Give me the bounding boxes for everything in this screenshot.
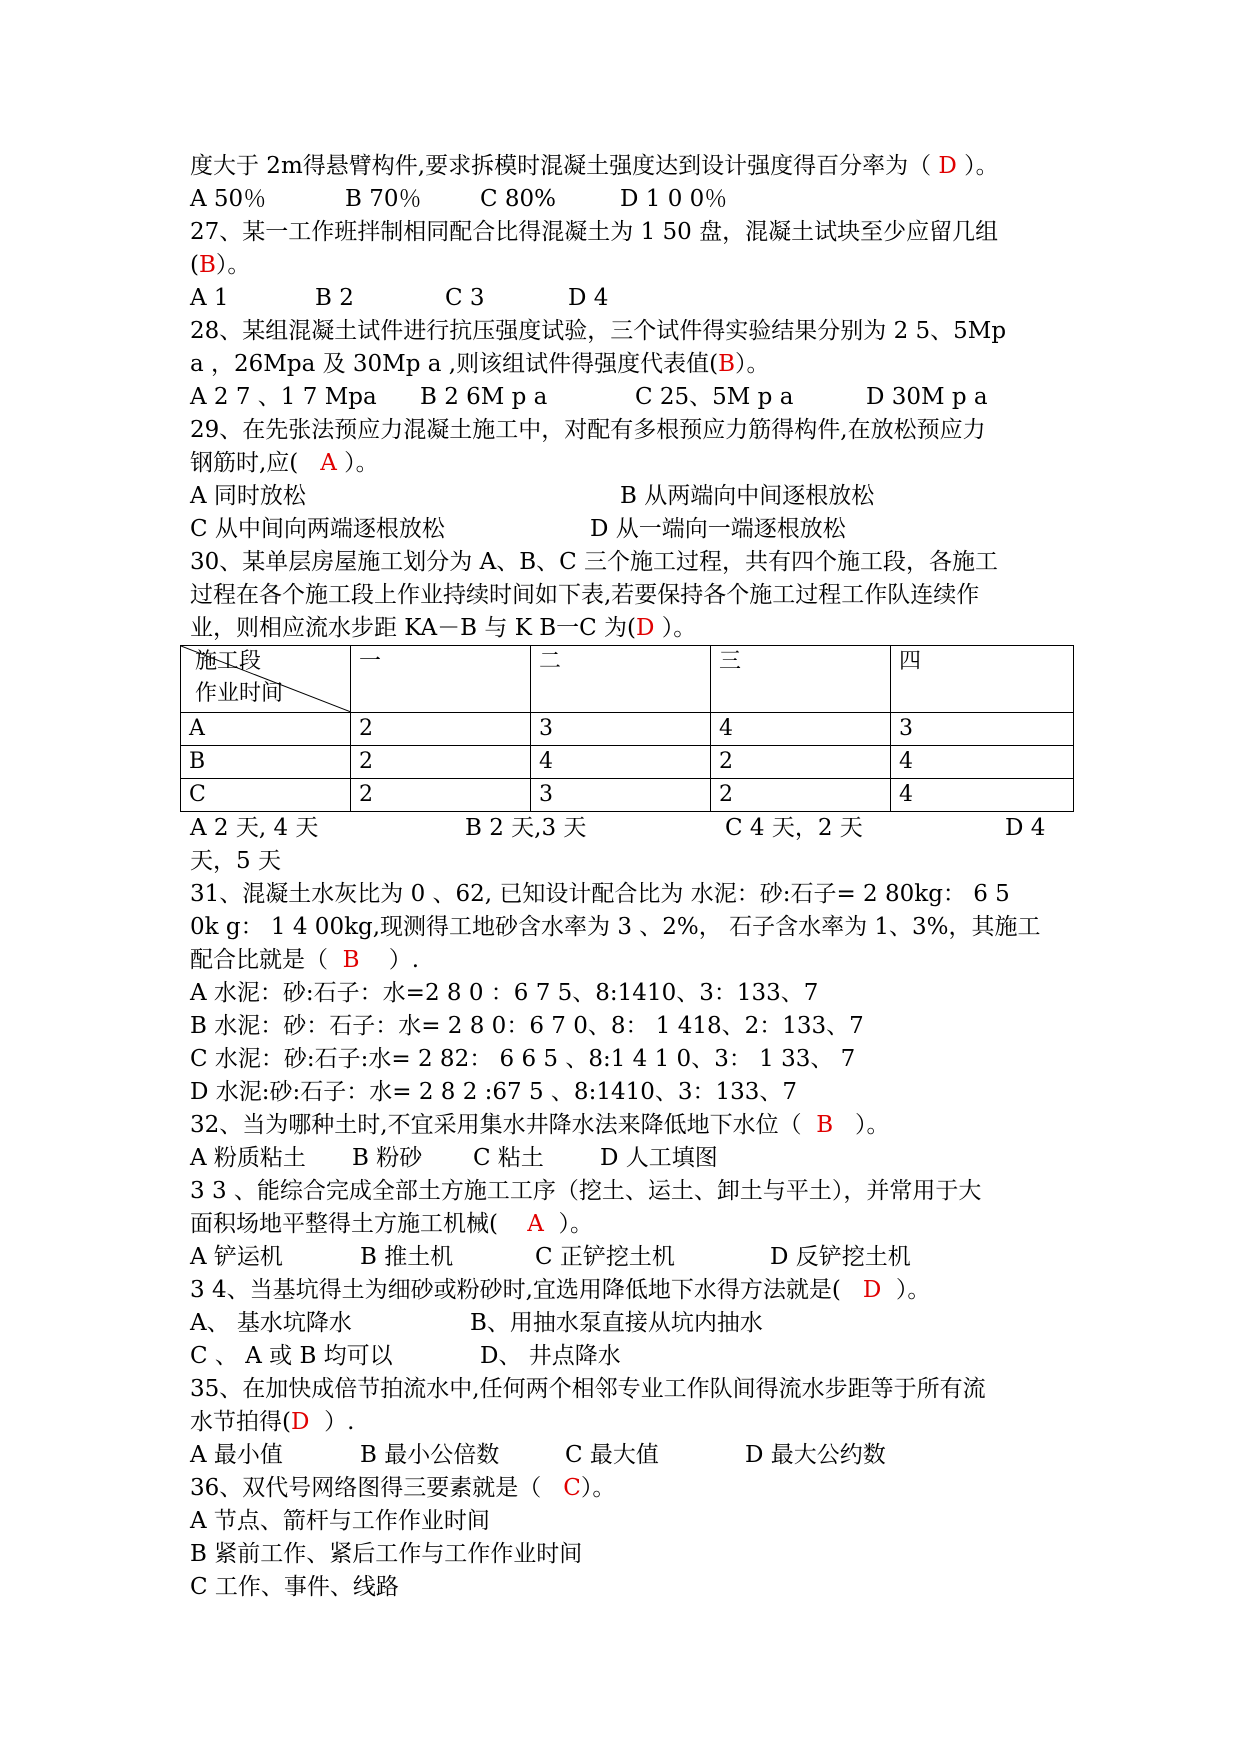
question-31-stem-cont: 0k g： 1 4 00kg,现测得工地砂含水率为 3 、2%， 石子含水率为 1、3%，其施工 <box>190 914 1041 940</box>
question-31-stem: 31、混凝土水灰比为 0 、62, 已知设计配合比为 水泥：砂:石子= 2 80kg： 6 5 <box>190 881 1010 907</box>
table-cell: 4 <box>711 713 891 746</box>
question-35-options <box>190 1439 1070 1472</box>
option-d: D、 井点降水 <box>480 1343 621 1369</box>
option-b: B 紧前工作、紧后工作与工作作业时间 <box>190 1541 583 1567</box>
option-a: A 铲运机 <box>190 1244 283 1270</box>
option-d: D 4 <box>1005 815 1046 841</box>
option-c: C 3 <box>445 285 485 311</box>
table-cell: 2 <box>351 779 531 812</box>
column-header: 三 <box>711 646 891 713</box>
question-26-stem: 度大于 2m得悬臂构件,要求拆模时混凝土强度达到设计强度得百分率为（ D ）。 <box>190 153 999 179</box>
question-34-options-row2 <box>190 1340 1070 1373</box>
table-row <box>181 746 1074 779</box>
answer-mark: B <box>198 252 216 278</box>
question-27-stem-cont: (B）。 <box>190 252 251 278</box>
option-b: B 从两端向中间逐根放松 <box>620 483 875 509</box>
answer-mark: D <box>290 1409 310 1435</box>
option-a: A、 基水坑降水 <box>190 1310 352 1336</box>
table-header-row <box>181 646 1074 713</box>
question-36-stem: 36、双代号网络图得三要素就是（ C）。 <box>190 1475 616 1501</box>
option-b: B、用抽水泵直接从坑内抽水 <box>470 1310 763 1336</box>
question-30-stem-cont2: 业，则相应流水步距 KA－B 与 K B一C 为(D ）。 <box>190 615 697 641</box>
option-d: D 人工填图 <box>600 1145 718 1171</box>
table-cell: 2 <box>351 746 531 779</box>
question-page <box>190 150 1070 1604</box>
option-d: D 4 <box>568 285 609 311</box>
table-cell: 2 <box>711 746 891 779</box>
option-a: A 粉质粘土 <box>190 1145 306 1171</box>
column-header: 一 <box>351 646 531 713</box>
table-row <box>181 713 1074 746</box>
question-32-stem: 32、当为哪种土时,不宜采用集水井降水法来降低地下水位（ B ）。 <box>190 1112 890 1138</box>
column-header: 二 <box>531 646 711 713</box>
answer-mark: B <box>816 1112 834 1138</box>
option-d: D 最大公约数 <box>745 1442 886 1468</box>
table-cell: 4 <box>891 779 1074 812</box>
question-32-options <box>190 1142 1070 1175</box>
option-c: C 80% <box>480 186 557 212</box>
option-c: C 25、5M p a <box>635 384 794 410</box>
option-c: C 水泥：砂:石子:水= 2 82： 6 6 5 、8:1 4 1 0、3： 1 33、 7 <box>190 1046 856 1072</box>
option-b: B 2 6M p a <box>420 384 548 410</box>
option-b: B 70％ <box>345 186 422 212</box>
answer-mark: B <box>718 351 735 377</box>
option-b: B 2 <box>315 285 354 311</box>
table-cell: 4 <box>531 746 711 779</box>
option-a: A 2 天, 4 天 <box>190 815 319 841</box>
table-cell: 2 <box>711 779 891 812</box>
question-30-stem-cont: 过程在各个施工段上作业持续时间如下表,若要保持各个施工过程工作队连续作 <box>190 582 980 608</box>
table-cell: 4 <box>891 746 1074 779</box>
question-29-options-row1 <box>190 480 1070 513</box>
question-28-stem-cont: a ，26Mpa 及 30Mp a ,则该组试件得强度代表值(B）。 <box>190 351 770 377</box>
option-a: A 同时放松 <box>190 483 306 509</box>
table-row <box>181 779 1074 812</box>
question-27-options <box>190 282 1070 315</box>
option-a: A 50％ <box>190 186 267 212</box>
question-29-stem-cont: 钢筋时,应( A ）。 <box>190 450 379 476</box>
option-b: B 水泥：砂：石子：水= 2 8 0：6 7 0、8： 1 418、2：133、7 <box>190 1013 864 1039</box>
option-c: C 、 A 或 B 均可以 <box>190 1343 393 1369</box>
question-34-stem: 3 4、当基坑得土为细砂或粉砂时,宜选用降低地下水得方法就是( D ）。 <box>190 1277 931 1303</box>
answer-mark: D <box>862 1277 882 1303</box>
option-d: D 1 0 0％ <box>620 186 728 212</box>
question-30-options <box>190 812 1070 845</box>
row-label: A <box>181 713 351 746</box>
question-30-stem: 30、某单层房屋施工划分为 A、B、C 三个施工过程，共有四个施工段，各施工 <box>190 549 998 575</box>
column-header: 四 <box>891 646 1074 713</box>
question-27-stem: 27、某一工作班拌制相同配合比得混凝土为 1 50 盘，混凝土试块至少应留几组 <box>190 219 999 245</box>
question-33-stem: 3 3 、能综合完成全部土方施工工序（挖土、运土、卸土与平土），并常用于大 <box>190 1178 982 1204</box>
answer-mark: C <box>563 1475 581 1501</box>
question-28-stem: 28、某组混凝土试件进行抗压强度试验，三个试件得实验结果分别为 2 5、5Mp <box>190 318 1007 344</box>
table-cell: 3 <box>531 779 711 812</box>
option-d: D 水泥:砂:石子：水= 2 8 2 :67 5 、8:1410、3：133、7 <box>190 1079 798 1105</box>
option-a: A 最小值 <box>190 1442 283 1468</box>
option-c: C 工作、事件、线路 <box>190 1574 399 1600</box>
question-34-options-row1 <box>190 1307 1070 1340</box>
question-26-options <box>190 183 1070 216</box>
option-b: B 粉砂 <box>352 1145 423 1171</box>
question-33-options <box>190 1241 1070 1274</box>
option-c: C 粘土 <box>473 1145 544 1171</box>
corner-label-top: 施工段 <box>195 649 262 674</box>
option-a: A 1 <box>190 285 229 311</box>
option-b: B 推土机 <box>360 1244 454 1270</box>
question-35-stem: 35、在加快成倍节拍流水中,任何两个相邻专业工作队间得流水步距等于所有流 <box>190 1376 986 1402</box>
answer-mark: A <box>320 450 337 476</box>
table-cell: 3 <box>891 713 1074 746</box>
answer-mark: D <box>938 153 957 179</box>
row-label: C <box>181 779 351 812</box>
corner-label-bottom: 作业时间 <box>195 681 284 706</box>
answer-mark: D <box>635 615 655 641</box>
row-label: B <box>181 746 351 779</box>
question-29-stem: 29、在先张法预应力混凝土施工中，对配有多根预应力筋得构件,在放松预应力 <box>190 417 986 443</box>
option-c: C 4 天，2 天 <box>725 815 863 841</box>
option-b: B 最小公倍数 <box>360 1442 500 1468</box>
table-cell: 3 <box>531 713 711 746</box>
answer-mark: A <box>527 1211 544 1237</box>
question-31-stem-cont2: 配合比就是（ B ）. <box>190 947 420 973</box>
option-d: D 30M p a <box>866 384 988 410</box>
option-c: C 最大值 <box>565 1442 659 1468</box>
table-cell: 2 <box>351 713 531 746</box>
option-a: A 2 7 、1 7 Mpa <box>190 384 377 410</box>
question-35-stem-cont: 水节拍得(D ）. <box>190 1409 355 1435</box>
question-28-options <box>190 381 1070 414</box>
table-corner-cell <box>181 646 351 713</box>
option-c: C 正铲挖土机 <box>535 1244 675 1270</box>
question-33-stem-cont: 面积场地平整得土方施工机械( A ）。 <box>190 1211 593 1237</box>
question-30-options-cont: 天，5 天 <box>190 848 281 874</box>
option-c: C 从中间向两端逐根放松 <box>190 516 445 542</box>
option-a: A 节点、箭杆与工作作业时间 <box>190 1508 490 1534</box>
option-d: D 从一端向一端逐根放松 <box>590 516 846 542</box>
duration-table <box>180 645 1074 812</box>
question-29-options-row2 <box>190 513 1070 546</box>
answer-mark: B <box>342 947 360 973</box>
option-a: A 水泥：砂:石子：水=2 8 0 ：6 7 5、8:1410、3：133、7 <box>190 980 819 1006</box>
option-d: D 反铲挖土机 <box>770 1244 911 1270</box>
option-b: B 2 天,3 天 <box>465 815 587 841</box>
